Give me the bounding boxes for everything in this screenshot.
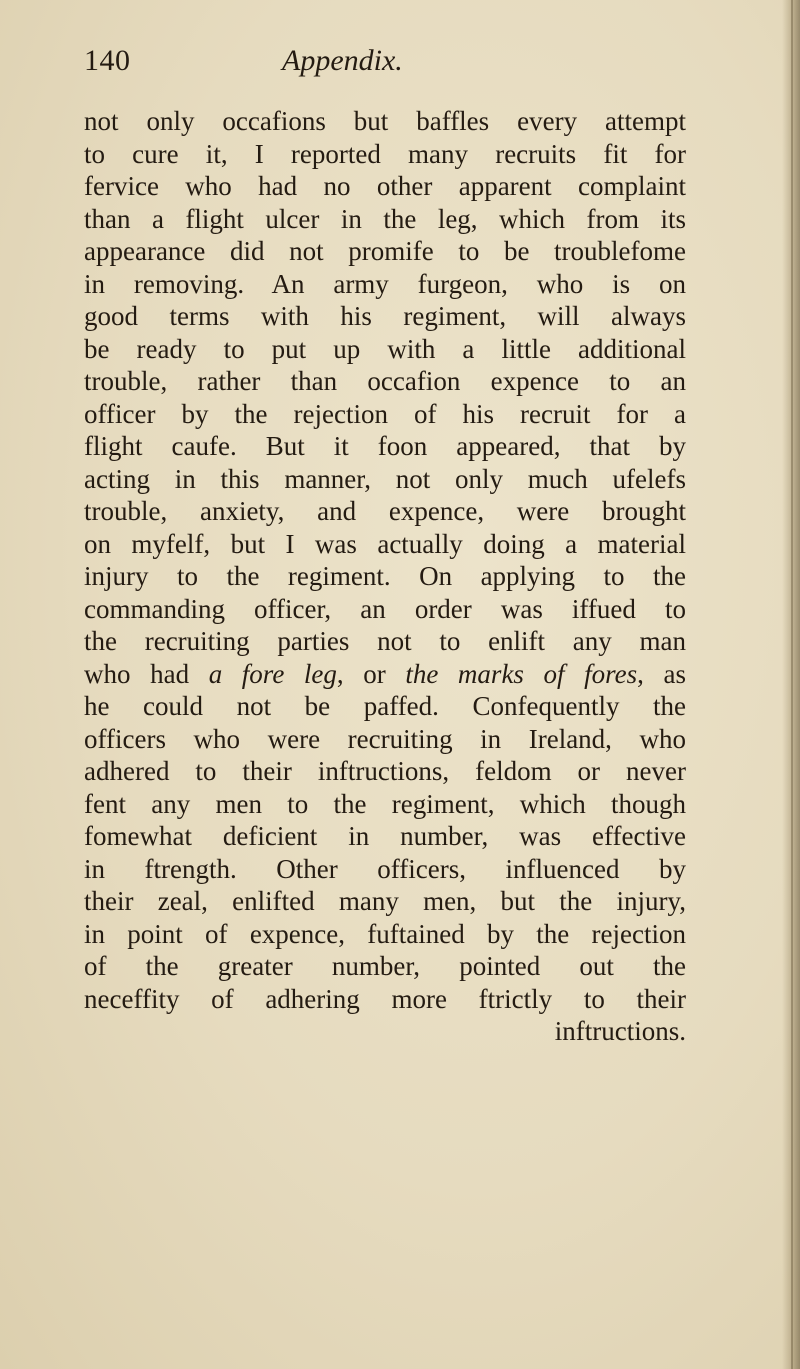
text-line: not only occafions but baffles every attempt <box>84 106 686 136</box>
text-line: in removing. An army furgeon, who is on <box>84 268 686 299</box>
text-line: than a flight ulcer in the leg, which from its <box>84 203 686 234</box>
text-line: adhered to their inftructions, feldom or never <box>84 756 686 786</box>
italic-phrase: a fore leg <box>208 658 337 689</box>
text-line: trouble, rather than occafion expence to an <box>84 366 686 396</box>
text-line: in ftrength. Other officers, influenced by <box>84 853 686 884</box>
text-line: trouble, anxiety, and expence, were brought <box>84 496 686 526</box>
text-run: , or <box>336 658 406 689</box>
text-line: to cure it, I reported many recruits fit for <box>84 138 686 169</box>
text-line-final: inftructions. <box>554 1016 686 1046</box>
text-line: the recruiting parties not to enlift any man <box>84 626 686 656</box>
italic-phrase: the marks of fores <box>405 658 638 689</box>
text-line: their zeal, enlifted many men, but the injury, <box>84 886 686 916</box>
text-line: acting in this manner, not only much ufelefs <box>84 463 686 494</box>
text-line-with-italics <box>84 658 686 691</box>
text-line: neceffity of adhering more ftrictly to their <box>84 983 686 1014</box>
text-line: fent any men to the regiment, which though <box>84 788 686 819</box>
text-run: who had <box>84 658 209 689</box>
text-line: good terms with his regiment, will always <box>84 301 686 331</box>
text-line: in point of expence, fuftained by the rejection <box>84 918 686 949</box>
text-line: fervice who had no other apparent complaint <box>84 171 686 201</box>
page-edge-line <box>791 0 793 1369</box>
body-text <box>84 105 686 1048</box>
text-line: commanding officer, an order was iffued to <box>84 593 686 624</box>
text-line: injury to the regiment. On applying to the <box>84 561 686 591</box>
text-line: be ready to put up with a little additional <box>84 333 686 364</box>
text-line: flight caufe. But it foon appeared, that by <box>84 431 686 461</box>
text-line: of the greater number, pointed out the <box>84 951 686 981</box>
text-line: officers who were recruiting in Ireland, who <box>84 723 686 754</box>
text-line: fomewhat deficient in number, was effective <box>84 821 686 851</box>
text-run: , as <box>637 658 686 689</box>
text-line: he could not be paffed. Confequently the <box>84 691 686 721</box>
text-line: officer by the rejection of his recruit for a <box>84 398 686 429</box>
text-line: appearance did not promife to be troublefome <box>84 236 686 266</box>
page-number: 140 <box>84 44 131 77</box>
running-head: Appendix. <box>282 44 403 77</box>
page-header <box>84 44 684 88</box>
text-line: on myfelf, but I was actually doing a material <box>84 528 686 559</box>
